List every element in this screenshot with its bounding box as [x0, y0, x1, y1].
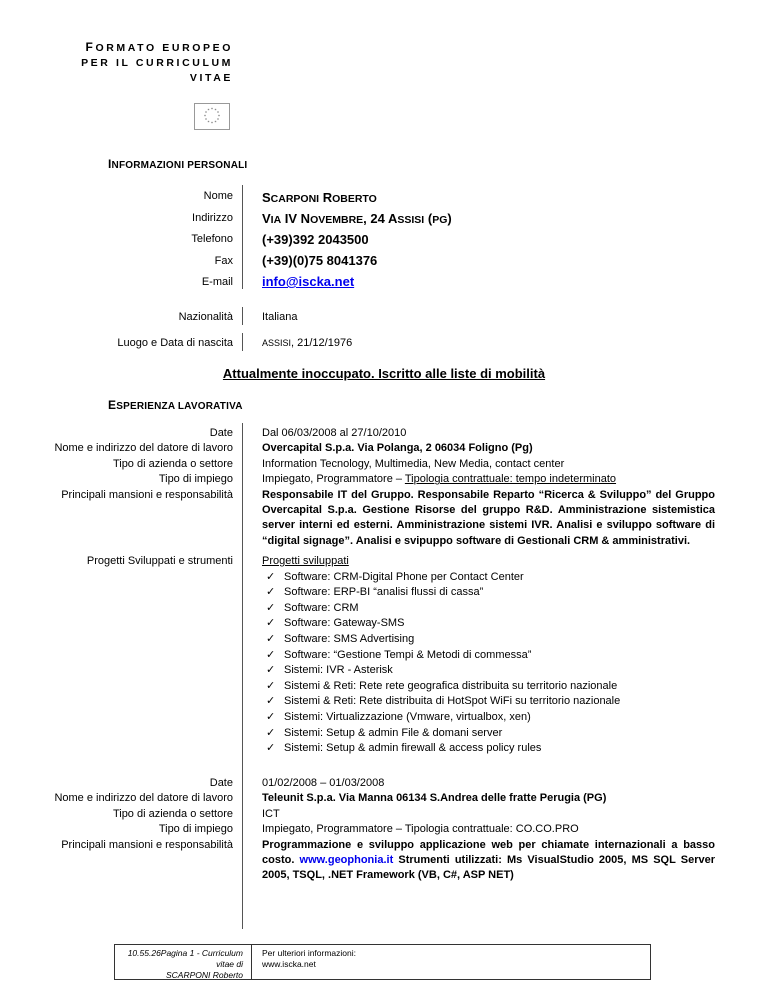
footer-website-link[interactable]: www.iscka.net: [262, 959, 316, 969]
address-label: Indirizzo: [192, 212, 233, 224]
personal-divider: [242, 185, 243, 289]
job2-details: [262, 776, 715, 884]
job2-type: Impiegato, Programmatore – Tipologia contrattuale: CO.CO.PRO: [262, 823, 579, 836]
project-item: [262, 601, 715, 617]
job2-labels: [54, 776, 233, 853]
title-line-1: ORMATO EUROPEO: [95, 42, 233, 54]
birth-divider: [242, 333, 243, 351]
project-item: [262, 726, 715, 742]
checkmark-icon: ✓: [266, 617, 276, 630]
fax-value: (+39)(0)75 8041376: [262, 253, 378, 268]
project-text: Sistemi: Setup & admin File & domani server: [284, 726, 503, 739]
footer-page-info: 10.55.26Pagina 1 - Curriculum vitae di SCARPONI Roberto: [127, 948, 243, 980]
checkmark-icon: ✓: [266, 664, 276, 677]
checkmark-icon: ✓: [266, 570, 276, 583]
projects-label: Progetti Sviluppati e strumenti: [86, 555, 233, 567]
svg-text:*: *: [214, 120, 217, 125]
birth-label: Luogo e Data di nascita: [117, 337, 233, 349]
checkmark-icon: ✓: [266, 632, 276, 645]
employer-label: Nome e indirizzo del datore di lavoro: [54, 792, 233, 805]
page-footer: [114, 944, 651, 980]
svg-text:*: *: [211, 121, 213, 126]
job1-labels: [54, 426, 233, 503]
duties-label: Principali mansioni e responsabilità: [61, 838, 233, 851]
sector-label: Tipo di azienda o settore: [112, 457, 233, 470]
project-item: [262, 570, 715, 586]
footer-contact: Per ulteriori informazioni: www.iscka.net: [262, 948, 357, 969]
checkmark-icon: ✓: [266, 586, 276, 599]
job-type-label: Tipo di impiego: [158, 473, 233, 486]
svg-text:*: *: [217, 117, 219, 123]
svg-text:*: *: [204, 114, 206, 119]
job2-date: 01/02/2008 – 01/03/2008: [262, 777, 385, 789]
projects-block: [262, 554, 715, 757]
duties-label: Principali mansioni e responsabilità: [61, 488, 233, 501]
date-label: Date: [209, 427, 233, 439]
svg-text:*: *: [205, 117, 207, 123]
svg-text:*: *: [214, 108, 217, 113]
cv-format-title: [81, 40, 233, 86]
email-label: E-mail: [201, 276, 233, 288]
nationality-divider: [242, 307, 243, 325]
section-title-experience: ESPERIENZA LAVORATIVA: [108, 398, 243, 412]
project-text: Sistemi: Setup & admin firewall & access policy rules: [284, 742, 542, 755]
svg-text:*: *: [207, 120, 210, 125]
email-link[interactable]: info@iscka.net: [262, 274, 355, 289]
sector-label: Tipo di azienda o settore: [112, 807, 233, 820]
eu-flag-icon: [194, 103, 230, 130]
title-line-3: VITAE: [189, 72, 233, 84]
checkmark-icon: ✓: [266, 679, 276, 692]
checkmark-icon: ✓: [266, 695, 276, 708]
title-line-2: PER IL CURRICULUM: [81, 57, 233, 69]
footer-divider: [251, 945, 252, 979]
project-text: Software: CRM: [284, 601, 359, 614]
fax-label: Fax: [214, 255, 233, 267]
svg-text:*: *: [211, 107, 213, 112]
projects-list: [262, 570, 715, 757]
svg-text:*: *: [205, 110, 207, 116]
project-item: [262, 616, 715, 632]
project-text: Sistemi: Virtualizzazione (Vmware, virtualbox, xen): [284, 710, 531, 723]
job2-sector: ICT: [262, 807, 280, 820]
project-text: Software: “Gestione Tempi & Metodi di commessa”: [284, 648, 532, 661]
svg-text:*: *: [218, 114, 220, 119]
section-title-personal: INFORMAZIONI PERSONALI: [108, 157, 248, 171]
job2-duties: Programmazione e sviluppo applicazione web per chiamate internazionali a basso costo. www.geophonia.it Strumenti utilizzati: Ms VisualStudio 2005, MS SQL Server 2005, TSQL, .NET Framework (VB, C#, ASP NET): [262, 838, 715, 882]
projects-heading: Progetti sviluppati: [262, 555, 349, 567]
project-text: Software: Gateway-SMS: [284, 617, 405, 630]
checkmark-icon: ✓: [266, 648, 276, 661]
project-item: [262, 648, 715, 664]
project-item: [262, 585, 715, 601]
date-label: Date: [209, 777, 233, 789]
nationality-value: Italiana: [262, 311, 298, 323]
job1-sector: Information Tecnology, Multimedia, New Media, contact center: [262, 457, 565, 470]
job1-details: [262, 426, 715, 549]
project-text: Sistemi & Reti: Rete distribuita di HotSpot WiFi su territorio nazionale: [284, 695, 621, 708]
job1-date: Dal 06/03/2008 al 27/10/2010: [262, 427, 407, 439]
title-initial: F: [85, 40, 96, 54]
project-item: [262, 663, 715, 679]
employer-label: Nome e indirizzo del datore di lavoro: [54, 442, 233, 455]
checkmark-icon: ✓: [266, 742, 276, 755]
job-type-label: Tipo di impiego: [158, 823, 233, 836]
name-label: Nome: [203, 190, 233, 202]
project-item: [262, 694, 715, 710]
project-text: Software: CRM-Digital Phone per Contact Center: [284, 570, 524, 583]
experience-divider: [242, 423, 243, 929]
project-text: Sistemi: IVR - Asterisk: [284, 664, 393, 677]
birth-value: ASSISI, 21/12/1976: [262, 337, 353, 349]
checkmark-icon: ✓: [266, 710, 276, 723]
project-item: [262, 679, 715, 695]
job1-employer: Overcapital S.p.a. Via Polanga, 2 06034 Foligno (Pg): [262, 442, 533, 455]
project-text: Software: ERP-BI “analisi flussi di cassa”: [284, 586, 484, 599]
job1-type: Impiegato, Programmatore – Tipologia contrattuale: tempo indeterminato: [262, 473, 617, 486]
project-text: Sistemi & Reti: Rete rete geografica distribuita su territorio nazionale: [284, 679, 618, 692]
svg-text:*: *: [207, 108, 210, 113]
job1-duties: Responsabile IT del Gruppo. Responsabile Reparto “Ricerca & Sviluppo” del Gruppo Overcapital S.p.a. Gestione Risorse del gruppo R&D. Amministrazione sistemistica server interni ed esterni. Amministrazione sistemi IVR. Analisi e sviluppo software di “digital signage”. Analisi e svipuppo software di Gestionali CRM & amministrativi.: [262, 488, 715, 547]
checkmark-icon: ✓: [266, 601, 276, 614]
nationality-label: Nazionalità: [178, 311, 233, 323]
mobility-notice: Attualmente inoccupato. Iscritto alle liste di mobilità: [222, 366, 546, 381]
project-item: [262, 741, 715, 757]
geophonia-link[interactable]: www.geophonia.it: [299, 854, 394, 867]
phone-label: Telefono: [191, 233, 233, 245]
checkmark-icon: ✓: [266, 726, 276, 739]
name-value: SCARPONI ROBERTO: [262, 190, 377, 205]
project-text: Software: SMS Advertising: [284, 632, 415, 645]
project-item: [262, 710, 715, 726]
address-value: VIA IV NOVEMBRE, 24 ASSISI (PG): [262, 211, 452, 226]
project-item: [262, 632, 715, 648]
job2-employer: Teleunit S.p.a. Via Manna 06134 S.Andrea delle fratte Perugia (PG): [262, 792, 607, 805]
phone-value: (+39)392 2043500: [262, 232, 369, 247]
svg-text:*: *: [217, 110, 219, 116]
